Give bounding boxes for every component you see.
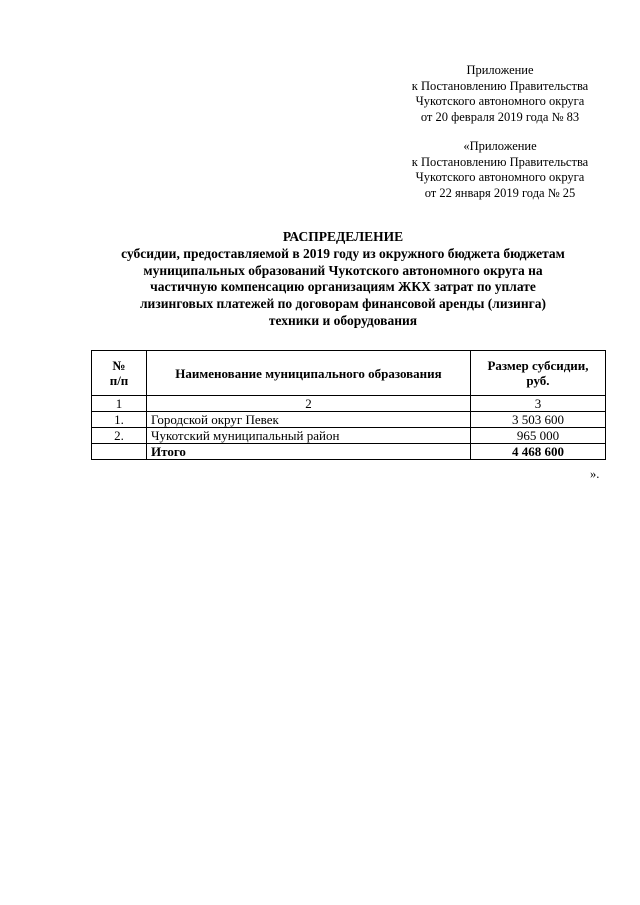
header-subsidy-label: Размер субсидии,: [487, 358, 589, 373]
column-number: 3: [471, 396, 606, 412]
column-number: 1: [92, 396, 147, 412]
annex-reference: к Постановлению Правительства: [411, 78, 589, 93]
header-subsidy-unit: руб.: [526, 373, 550, 388]
municipality-name: Чукотский муниципальный район: [147, 428, 471, 444]
title-line: техники и оборудования: [268, 312, 418, 328]
header-number: [92, 351, 147, 396]
title-line: лизинговых платежей по договорам финансовой аренды (лизинга): [139, 296, 546, 312]
annex-reference: к Постановлению Правительства: [411, 154, 589, 169]
annex-date-number: от 22 января 2019 года № 25: [424, 185, 576, 200]
table-row: [92, 412, 606, 428]
subsidy-amount: 965 000: [471, 428, 606, 444]
column-number-row: [92, 396, 606, 412]
title-line: субсидии, предоставляемой в 2019 году из окружного бюджета бюджетам: [121, 245, 565, 261]
annex-date-number: от 20 февраля 2019 года № 83: [420, 109, 580, 124]
header-number-abbr: п/п: [109, 373, 129, 388]
municipality-name: Городской округ Певек: [147, 412, 471, 428]
table-row: [92, 428, 606, 444]
header-municipality: Наименование муниципального образования: [147, 351, 471, 396]
title-line: частичную компенсацию организациям ЖКХ затрат по уплате: [150, 279, 536, 295]
column-number: 2: [147, 396, 471, 412]
annex-authority: Чукотского автономного округа: [415, 94, 585, 108]
row-number: 2.: [92, 428, 147, 444]
annex-title: Приложение: [466, 63, 534, 77]
annex-title: «Приложение: [463, 139, 537, 153]
annex-header-current: [392, 63, 608, 125]
total-amount: 4 468 600: [471, 444, 606, 460]
document-title: [80, 229, 606, 330]
table-header-row: [92, 351, 606, 396]
annex-authority: Чукотского автономного округа: [415, 170, 585, 184]
total-number: [92, 444, 147, 460]
closing-quote: ».: [590, 467, 600, 481]
row-number: 1.: [92, 412, 147, 428]
header-number-symbol: №: [112, 358, 126, 373]
annex-header-previous: [392, 139, 608, 201]
total-row: [92, 444, 606, 460]
total-label: Итого: [147, 444, 471, 460]
subsidy-amount: 3 503 600: [471, 412, 606, 428]
title-line: муниципальных образований Чукотского автономного округа на: [143, 262, 543, 278]
header-subsidy: [471, 351, 606, 396]
title-heading: РАСПРЕДЕЛЕНИЕ: [282, 229, 404, 244]
distribution-table: [91, 350, 606, 460]
